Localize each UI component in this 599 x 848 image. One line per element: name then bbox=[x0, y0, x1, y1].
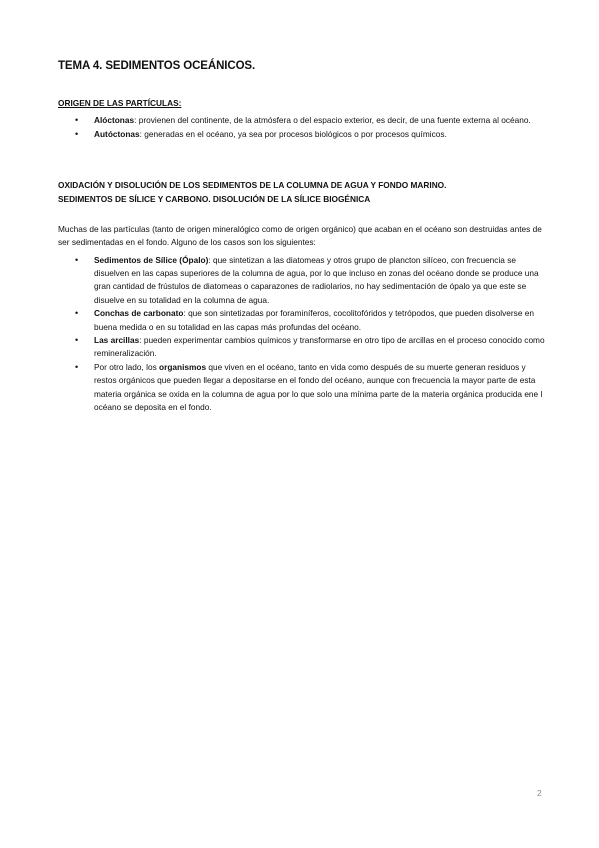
oxidation-intro-paragraph: Muchas de las partículas (tanto de origen mineralógico como de origen orgánico) que acaban en el océano son destruidas antes de ser sedimentadas en el fondo. Alguno de los casos son los siguientes: bbox=[58, 224, 542, 248]
bullet-icon: • bbox=[75, 255, 79, 265]
oxidation-heading-line-2: SEDIMENTOS DE SÍLICE Y CARBONO. DISOLUCIÓN DE LA SÍLICE BIOGÉNICA bbox=[58, 194, 371, 204]
list-item-text: : generadas en el océano, ya sea por procesos biológicos o por procesos químicos. bbox=[139, 129, 447, 140]
origin-list bbox=[58, 114, 546, 142]
list-item bbox=[58, 114, 546, 127]
list-item-text: : que sintetizan a las diatomeas y otros grupo de plancton silíceo, con frecuencia se disuelven en las capas superiores de la columna de agua, por lo que incluso en zonas del océano donde se produce una gran cantidad de frústulos de diatomeas o caparazones de radiolarios, no hay sedimentación de ópalo ya que este se disuelve en su totalidad en la columna de agua. bbox=[94, 255, 539, 305]
list-item-text: que viven en el océano, tanto en vida como después de su muerte generan residuos y restos orgánicos que pueden llegar a depositarse en el fondo del océano, aunque con frecuencia la mayor parte de esta materia orgánica se oxida en la columna de agua por lo que solo una mínima parte de la materia orgánica producida ene l océano se deposita en el fondo. bbox=[94, 362, 543, 412]
list-item bbox=[58, 361, 546, 414]
bullet-icon: • bbox=[75, 308, 79, 319]
oxidation-section-heading bbox=[58, 178, 548, 206]
bullet-icon: • bbox=[75, 115, 79, 125]
list-item-term: Conchas de carbonato bbox=[94, 308, 184, 319]
bullet-icon: • bbox=[75, 335, 79, 346]
list-item bbox=[58, 128, 546, 141]
list-item-term: Alóctonas bbox=[94, 115, 135, 125]
list-item-prefix: Por otro lado, los bbox=[94, 362, 160, 373]
page-title: TEMA 4. SEDIMENTOS OCEÁNICOS. bbox=[58, 60, 256, 72]
list-item-text: : pueden experimentar cambios químicos y transformarse en otro tipo de arcillas en el proceso conocido como remineralización. bbox=[94, 335, 545, 359]
list-item-text: : provienen del continente, de la atmósfera o del espacio exterior, es decir, de una fuente externa al océano. bbox=[134, 115, 531, 125]
process-list bbox=[58, 254, 546, 414]
bullet-icon: • bbox=[75, 129, 79, 140]
list-item-term: Sedimentos de Sílice (Ópalo) bbox=[94, 255, 209, 265]
list-item-text: : que son sintetizadas por foraminíferos, cocolitofóridos y tetrópodos, que pueden disolverse en buena medida o en su totalidad en las capas más profundas del océano. bbox=[94, 308, 534, 332]
list-item bbox=[58, 307, 546, 333]
list-item-term: Autóctonas bbox=[94, 129, 140, 140]
list-item-term: organismos bbox=[159, 362, 207, 373]
oxidation-heading-line-1: OXIDACIÓN Y DISOLUCIÓN DE LOS SEDIMENTOS DE LA COLUMNA DE AGUA Y FONDO MARINO. bbox=[58, 180, 447, 190]
list-item bbox=[58, 334, 546, 360]
list-item bbox=[58, 254, 546, 307]
list-item-term: Las arcillas bbox=[94, 335, 140, 346]
origin-section-heading: ORIGEN DE LAS PARTÍCULAS: bbox=[58, 98, 182, 108]
page-number: 2 bbox=[537, 788, 542, 798]
bullet-icon: • bbox=[75, 362, 79, 373]
